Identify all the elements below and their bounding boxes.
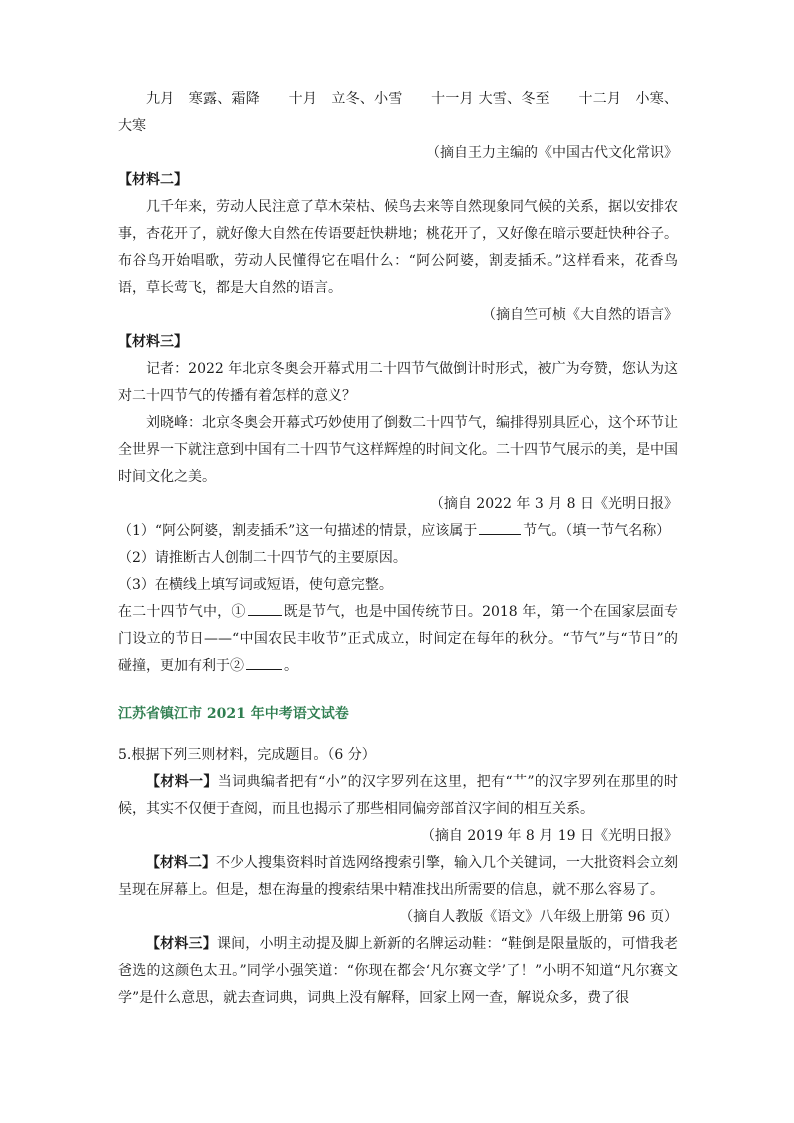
m2-paragraph <box>118 850 678 904</box>
m3-paragraph <box>118 931 678 1012</box>
question-5-intro: 5.根据下列三则材料，完成题目。（6 分） <box>118 747 376 763</box>
fill-text-end: 。 <box>284 658 298 674</box>
circle-2-marker: ② <box>230 658 244 674</box>
material-2-heading: 【材料二】 <box>118 172 188 188</box>
material-2-source: （摘自竺可桢《大自然的语言》 <box>482 307 678 323</box>
m3-heading: 【材料三】 <box>146 936 217 952</box>
material-3-source: （摘自 2022 年 3 月 8 日《光明日报》 <box>429 496 678 512</box>
fill-text-middle: 既是节气，也是中国传统节日。2018 年，第一个在国家层面专门设立的节日——“中国农民丰收节”正式成立，时间定在每年的秋分。“节气”与“节日”的碰撞，更加有利于 <box>118 604 679 674</box>
m2-text: 不少人搜集资料时首选网络搜索引擎，输入几个关键词，一大批资料会立刻呈现在屏幕上。但是，想在海量的搜索结果中精准找出所需要的信息，就不那么容易了。 <box>118 855 678 898</box>
question-3: （3）在横线上填写词或短语，使句意完整。 <box>118 577 393 593</box>
m1-heading: 【材料一】 <box>146 774 218 790</box>
question-2: （2）请推断古人创制二十四节气的主要原因。 <box>118 550 407 566</box>
question-1-suffix: 节气。（填一节气名称） <box>523 523 671 539</box>
exam-section-title: 江苏省镇江市 2021 年中考语文试卷 <box>118 706 349 722</box>
m1-paragraph <box>118 769 678 823</box>
m2-heading: 【材料二】 <box>146 855 216 871</box>
question-1-text: （1）“阿公阿婆，割麦插禾”这一句描述的情景，应该属于 <box>118 523 478 539</box>
answer-blank-1[interactable] <box>479 518 521 535</box>
source-citation-1: （摘自王力主编的《中国古代文化常识》 <box>426 145 678 161</box>
material-3-reporter: 记者：2022 年北京冬奥会开幕式用二十四节气做倒计时形式，被广为夸赞，您认为这对二十四节气的传播有着怎样的意义？ <box>118 361 678 404</box>
question-1 <box>118 518 678 545</box>
document-page <box>118 86 678 1012</box>
material-3-heading: 【材料三】 <box>118 334 188 350</box>
solar-terms-months: 九月 寒露、霜降 十月 立冬、小雪 十一月 大雪、冬至 十二月 小寒、大寒 <box>118 91 678 134</box>
material-2-text: 几千年来，劳动人民注意了草木荣枯、候鸟去来等自然现象同气候的关系，据以安排农事，杏花开了，就好像大自然在传语要赶快耕地；桃花开了，又好像在暗示要赶快种谷子。布谷鸟开始唱歌，劳动人民懂得它在唱什么：“阿公阿婆，割麦插禾。”这样看来，花香鸟语，草长莺飞，都是大自然的语言。 <box>118 199 678 296</box>
m2-source: （摘自人教版《语文》八年级上册第 96 页） <box>399 909 678 925</box>
answer-blank-3[interactable] <box>246 653 282 670</box>
fill-in-paragraph <box>118 599 678 680</box>
m1-source: （摘自 2019 年 8 月 19 日《光明日报》 <box>420 828 678 844</box>
material-3-answer: 刘晓峰：北京冬奥会开幕式巧妙使用了倒数二十四节气，编排得别具匠心，这个环节让全世界一下就注意到中国有二十四节气这样辉煌的时间文化。二十四节气展示的美，是中国时间文化之美。 <box>118 415 678 485</box>
answer-blank-2[interactable] <box>248 599 282 616</box>
m3-text: 课间，小明主动提及脚上新新的名牌运动鞋：“鞋倒是限量版的，可惜我老爸选的这颜色太丑。”同学小强笑道：“你现在都会‘凡尔赛文学’了！”小明不知道“凡尔赛文学”是什么意思，就去查词典，词典上没有解释，回家上网一查，解说众多，费了很 <box>118 936 679 1006</box>
m1-text: 当词典编者把有“小”的汉字罗列在这里，把有“艹”的汉字罗列在那里的时候，其实不仅便于查阅，而且也揭示了那些相同偏旁部首汉字间的相互关系。 <box>118 774 678 817</box>
fill-text-start: 在二十四节气中，① <box>118 604 246 620</box>
